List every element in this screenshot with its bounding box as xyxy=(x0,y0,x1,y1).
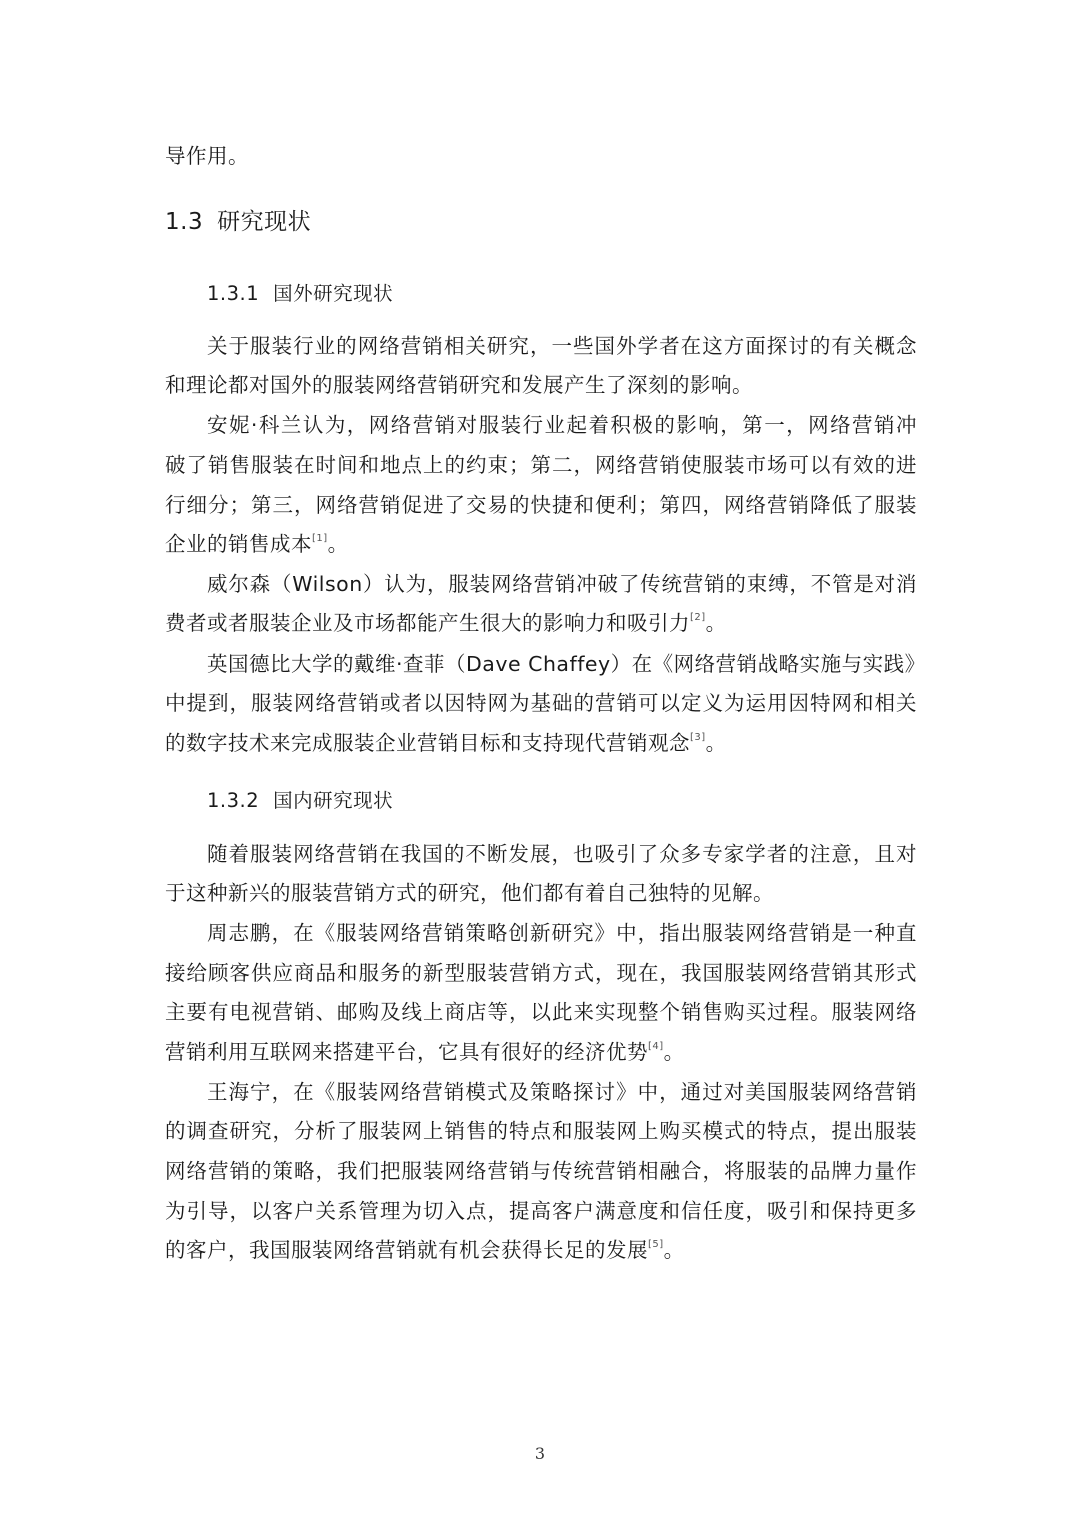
paragraph-line: 安妮·科兰认为，网络营销对服装行业起着积极的影响，第一，网络营销冲 xyxy=(207,413,917,437)
paragraph-line xyxy=(165,1234,917,1266)
paragraph-line xyxy=(165,607,917,639)
paragraph-line: 威尔森（Wilson）认为，服装网络营销冲破了传统营销的束缚，不管是对消 xyxy=(207,572,917,596)
paragraph-line xyxy=(165,528,917,560)
line-end: 。 xyxy=(327,532,349,556)
section-heading xyxy=(165,205,311,239)
line-text: 的数字技术来完成服装企业营销目标和支持现代营销观念 xyxy=(165,731,690,755)
paragraph-line: 网络营销的策略，我们把服装网络营销与传统营销相融合，将服装的品牌力量作 xyxy=(165,1159,917,1183)
line-text: 的客户，我国服装网络营销就有机会获得长足的发展 xyxy=(165,1238,648,1262)
line-text: 费者或者服装企业及市场都能产生很大的影响力和吸引力 xyxy=(165,611,690,635)
paragraph-line: 的调查研究，分析了服装网上销售的特点和服装网上购买模式的特点，提出服装 xyxy=(165,1119,917,1143)
subsection-title: 国内研究现状 xyxy=(273,789,394,812)
citation-ref: [5] xyxy=(648,1239,664,1250)
subsection-number: 1.3.2 xyxy=(207,789,260,812)
subsection-heading-foreign xyxy=(207,279,393,309)
paragraph-continuation: 导作用。 xyxy=(165,144,249,168)
paragraph-line xyxy=(165,727,917,759)
paragraph-line: 破了销售服装在时间和地点上的约束；第二，网络营销使服装市场可以有效的进 xyxy=(165,453,917,477)
line-text: 企业的销售成本 xyxy=(165,532,312,556)
line-text: 营销利用互联网来搭建平台，它具有很好的经济优势 xyxy=(165,1040,648,1064)
paragraph-line: 接给顾客供应商品和服务的新型服装营销方式，现在，我国服装网络营销其形式 xyxy=(165,961,917,985)
paragraph-line: 行细分；第三，网络营销促进了交易的快捷和便利；第四，网络营销降低了服装 xyxy=(165,493,917,517)
line-end: 。 xyxy=(705,611,727,635)
line-end: 。 xyxy=(663,1238,685,1262)
paragraph-line: 周志鹏，在《服装网络营销策略创新研究》中，指出服装网络营销是一种直 xyxy=(207,921,917,945)
paragraph-line xyxy=(165,1036,917,1068)
subsection-heading-domestic xyxy=(207,786,393,816)
subsection-number: 1.3.1 xyxy=(207,282,260,305)
citation-ref: [4] xyxy=(648,1041,664,1052)
paragraph-line: 为引导，以客户关系管理为切入点，提高客户满意度和信任度，吸引和保持更多 xyxy=(165,1199,917,1223)
paragraph-line: 关于服装行业的网络营销相关研究，一些国外学者在这方面探讨的有关概念 xyxy=(207,334,917,358)
section-number: 1.3 xyxy=(165,209,204,235)
paragraph-line: 随着服装网络营销在我国的不断发展，也吸引了众多专家学者的注意，且对 xyxy=(207,842,917,866)
paragraph-line: 和理论都对国外的服装网络营销研究和发展产生了深刻的影响。 xyxy=(165,373,753,397)
paragraph-line: 英国德比大学的戴维·查菲（Dave Chaffey）在《网络营销战略实施与实践》 xyxy=(207,652,926,676)
line-end: 。 xyxy=(705,731,727,755)
paragraph-line: 王海宁，在《服装网络营销模式及策略探讨》中，通过对美国服装网络营销 xyxy=(207,1080,917,1104)
citation-ref: [3] xyxy=(690,732,706,743)
line-end: 。 xyxy=(663,1040,685,1064)
page-number: 3 xyxy=(534,1444,546,1463)
paragraph-line: 主要有电视营销、邮购及线上商店等，以此来实现整个销售购买过程。服装网络 xyxy=(165,1000,917,1024)
paragraph-line: 于这种新兴的服装营销方式的研究，他们都有着自己独特的见解。 xyxy=(165,881,774,905)
section-title: 研究现状 xyxy=(217,209,312,235)
citation-ref: [2] xyxy=(690,612,706,623)
subsection-title: 国外研究现状 xyxy=(273,282,394,305)
citation-ref: [1] xyxy=(312,533,328,544)
paragraph-line: 中提到，服装网络营销或者以因特网为基础的营销可以定义为运用因特网和相关 xyxy=(165,691,917,715)
